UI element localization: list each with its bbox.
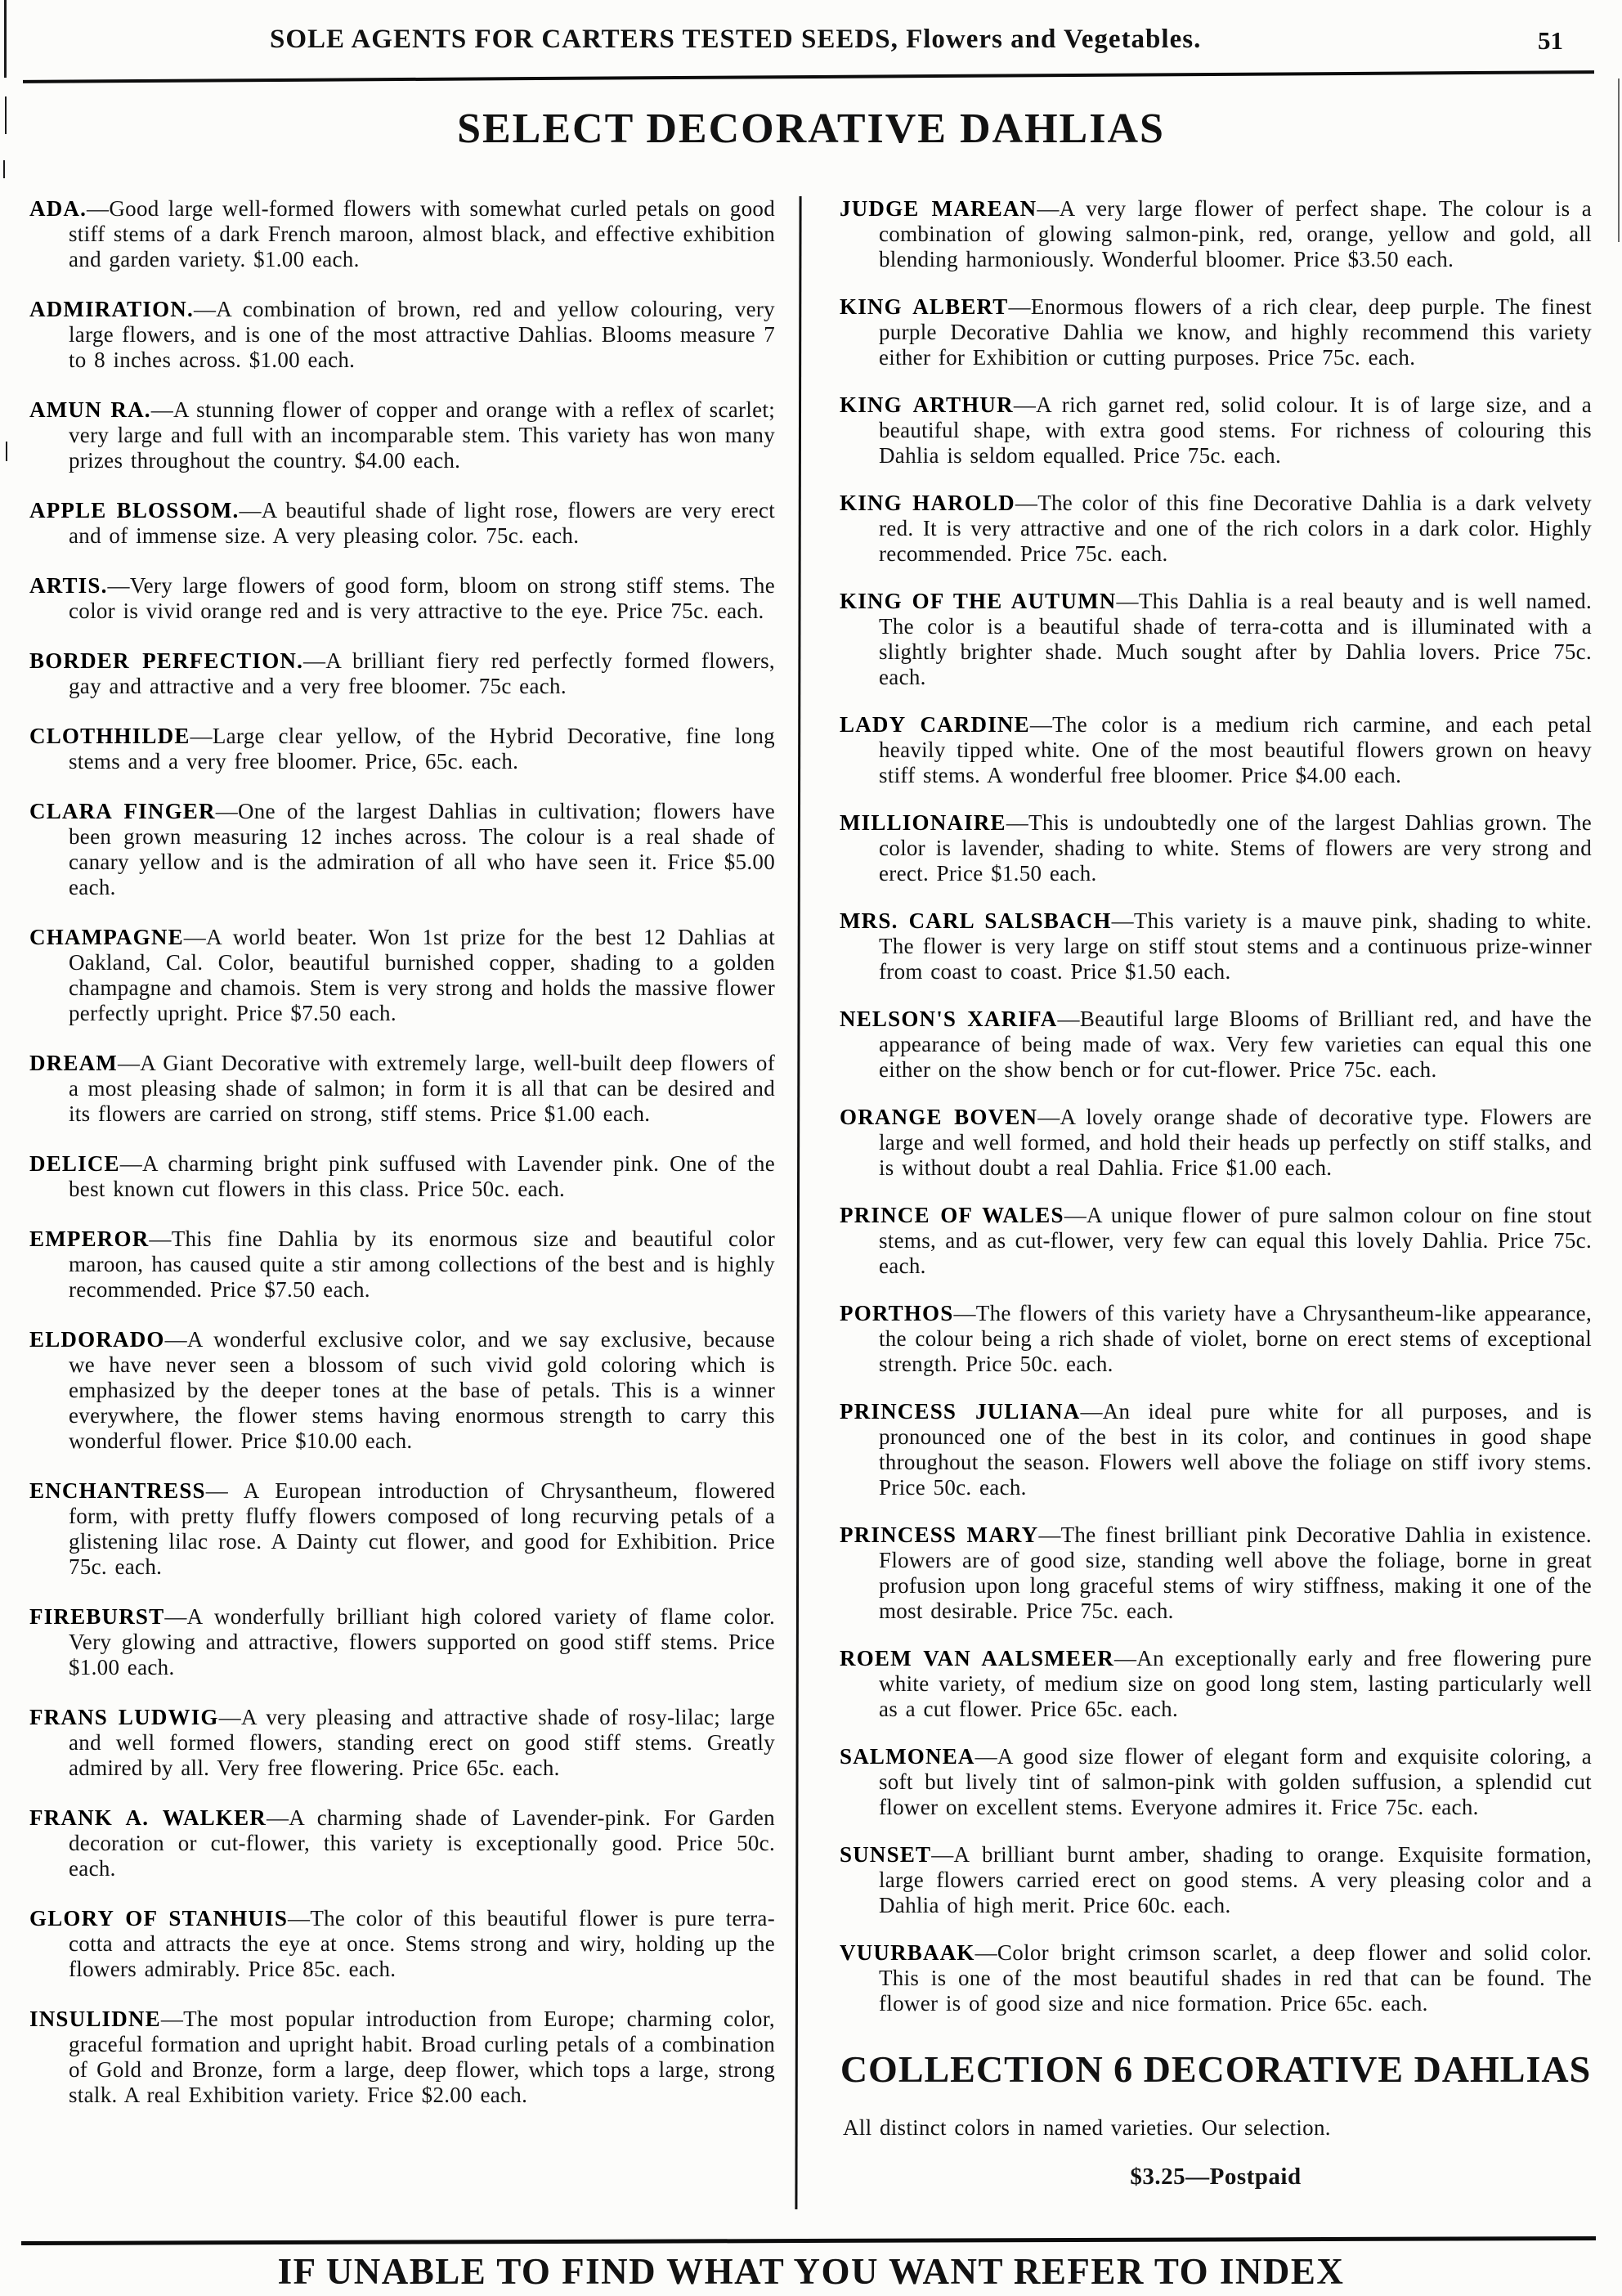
catalog-entry <box>840 1105 1592 1181</box>
left-column <box>29 196 775 2229</box>
variety-description: —This fine Dahlia by its enormous size and beautiful color maroon, has caused quite a stir among collections of the best and is highly recommended. Price $7.50 each. <box>69 1226 775 1302</box>
variety-name: ROEM VAN AALSMEER <box>840 1646 1114 1670</box>
variety-description: —This is undoubtedly one of the largest Dahlias grown. The color is lavender, shading to white. Stems of flowers are very strong and erect. Price $1.50 each. <box>879 810 1592 886</box>
variety-name: APPLE BLOSSOM. <box>29 498 240 522</box>
variety-description: —A wonderfully brilliant high colored variety of flame color. Very glowing and attractive, flowers supported on good stiff stems. Price $1.00 each. <box>69 1604 775 1679</box>
variety-name: ENCHANTRESS <box>29 1478 206 1503</box>
catalog-entry <box>29 397 775 473</box>
catalog-entry <box>29 1805 775 1881</box>
catalog-entry <box>840 1646 1592 1722</box>
footer-banner: IF UNABLE TO FIND WHAT YOU WANT REFER TO INDEX <box>277 2251 1345 2292</box>
catalog-entry <box>29 1604 775 1680</box>
variety-name: CHAMPAGNE <box>29 925 184 949</box>
catalog-entry <box>840 1940 1592 2016</box>
variety-description: —A lovely orange shade of decorative type. Flowers are large and well formed, and hold their heads up perfectly on stiff stalks, and is without doubt a real Dahlia. Frice $1.00 each. <box>879 1105 1592 1180</box>
variety-name: NELSON'S XARIFA <box>840 1007 1058 1031</box>
catalog-entry <box>840 196 1592 272</box>
catalog-entry <box>840 589 1592 690</box>
variety-description: —The flowers of this variety have a Chrysantheum-like appearance, the colour being a rich shade of violet, borne on erect stems of exceptional strength. Price 50c. each. <box>879 1301 1592 1376</box>
variety-description: —One of the largest Dahlias in cultivation; flowers have been grown measuring 12 inches across. The colour is a real shade of canary yellow and is the admiration of all who have seen it. Frice $5.00 each. <box>69 799 776 899</box>
catalog-entry <box>29 648 775 699</box>
variety-name: FRANS LUDWIG <box>29 1705 219 1729</box>
collection-offer <box>840 2047 1592 2191</box>
variety-description: —The color is a medium rich carmine, and each petal heavily tipped white. One of the most beautiful flowers grown on heavy stiff stems. A wonderful free bloomer. Price $4.00 each. <box>879 712 1592 787</box>
variety-name: PRINCESS JULIANA <box>840 1399 1081 1424</box>
catalog-entry <box>29 196 775 272</box>
variety-name: CLOTHHILDE <box>29 724 190 748</box>
variety-name: ADMIRATION. <box>29 297 194 321</box>
variety-description: — A European introduction of Chrysantheum, flowered form, with pretty fluffy flowers composed of long recurving petals of a glistening lilac rose. A Dainty cut flower, and good for Exhibition. Price 75c. each. <box>69 1478 775 1579</box>
variety-name: EMPEROR <box>29 1226 150 1251</box>
catalog-entry <box>840 1744 1592 1820</box>
catalog-entry <box>840 1522 1592 1624</box>
catalog-entry <box>29 1051 775 1127</box>
variety-description: —This variety is a mauve pink, shading to white. The flower is very large on stiff stout stems and a continuous prize-winner from coast to coast. Price $1.50 each. <box>879 908 1592 984</box>
variety-name: ADA. <box>29 196 87 221</box>
variety-name: FIREBURST <box>29 1604 165 1629</box>
variety-description: —A brilliant burnt amber, shading to orange. Exquisite formation, large flowers carried erect on good stems. A very pleasing color and a Dahlia of high merit. Price 60c. each. <box>879 1842 1592 1917</box>
catalog-entry <box>29 1705 775 1781</box>
catalog-entry <box>29 925 775 1026</box>
variety-name: KING ARTHUR <box>840 392 1014 417</box>
scan-edge-mark <box>1618 78 1620 242</box>
variety-description: —A unique flower of pure salmon colour on fine stout stems, and as cut-flower, very few can equal this lovely Dahlia. Price 75c. each. <box>879 1203 1592 1278</box>
variety-name: DREAM <box>29 1051 118 1075</box>
variety-description: —The color of this fine Decorative Dahlia is a dark velvety red. It is very attractive and one of the rich colors in a dark color. Highly recommended. Price 75c. each. <box>879 491 1593 566</box>
variety-description: —An exceptionally early and free flowering pure white variety, of medium size on good long stem, lasting particularly well as a cut flower. Price 65c. each. <box>879 1646 1592 1721</box>
variety-description: —A good size flower of elegant form and exquisite coloring, a soft but lively tint of salmon-pink with golden suffusion, a splendid cut flower on excellent stems. Everyone admires it. Frice 75c. each. <box>879 1744 1592 1819</box>
catalog-entry <box>840 1203 1592 1279</box>
catalog-entry <box>840 810 1592 886</box>
catalog-entry <box>29 1226 775 1303</box>
variety-description: —A combination of brown, red and yellow colouring, very large flowers, and is one of the most attractive Dahlias. Blooms measure 7 to 8 inches across. $1.00 each. <box>69 297 775 372</box>
catalog-entry <box>29 1906 775 1982</box>
catalog-entry <box>29 1327 775 1454</box>
variety-description: —An ideal pure white for all purposes, and is pronounced one of the best in its color, and continues in good shape throughout the season. Flowers well above the foliage on stiff ivory stems. Price 50c. each. <box>879 1399 1592 1500</box>
catalog-entry <box>840 908 1592 984</box>
running-header: SOLE AGENTS FOR CARTERS TESTED SEEDS, Flowers and Vegetables. <box>270 25 1202 54</box>
collection-subtitle: All distinct colors in named varieties. Our selection. <box>843 2115 1331 2140</box>
variety-name: GLORY OF STANHUIS <box>29 1906 289 1931</box>
variety-name: CLARA FINGER <box>29 799 216 823</box>
variety-description: —This Dahlia is a real beauty and is well named. The color is a beautiful shade of terra-cotta and is illuminated with a slightly brighter shade. Much sought after by Dahlia lovers. Price 75c. each. <box>879 589 1592 689</box>
variety-description: —A brilliant fiery red perfectly formed flowers, gay and attractive and a very free bloomer. 75c each. <box>69 648 775 698</box>
variety-name: SALMONEA <box>840 1744 975 1769</box>
variety-description: —A wonderful exclusive color, and we say exclusive, because we have never seen a blossom of such vivid gold coloring which is emphasized by the deeper tones at the base of petals. This is a winner everywhere, the flower stems having enormous strength to carry this wonderful flower. Price $10.00 each. <box>69 1327 775 1453</box>
catalog-entry <box>29 2007 775 2108</box>
variety-name: INSULIDNE <box>29 2007 161 2031</box>
variety-description: —A charming bright pink suffused with Lavender pink. One of the best known cut flowers in this class. Price 50c. each. <box>69 1151 775 1201</box>
scan-binding-mark <box>3 160 5 178</box>
catalog-entry <box>840 1842 1592 1918</box>
variety-name: PRINCE OF WALES <box>840 1203 1064 1227</box>
catalog-entry <box>29 297 775 373</box>
variety-description: —The color of this beautiful flower is pure terra-cotta and attracts the eye at once. Stems strong and wiry, holding up the flowers admirably. Price 85c. each. <box>69 1906 775 1981</box>
catalog-entry <box>29 1478 775 1580</box>
variety-name: BORDER PERFECTION. <box>29 648 304 673</box>
variety-description: —Color bright crimson scarlet, a deep flower and solid color. This is one of the most beautiful shades in red that can be found. The flower is of good size and nice formation. Price 65c. each. <box>879 1940 1592 2016</box>
variety-name: MRS. CARL SALSBACH <box>840 908 1112 933</box>
variety-description: —Good large well-formed flowers with somewhat curled petals on good stiff stems of a dark French maroon, almost black, and effective exhibition and garden variety. $1.00 each. <box>69 196 775 271</box>
catalog-entry <box>840 392 1592 469</box>
catalog-entry <box>840 491 1592 567</box>
variety-name: ELDORADO <box>29 1327 165 1352</box>
right-column-entries <box>840 196 1592 2016</box>
variety-name: FRANK A. WALKER <box>29 1805 267 1830</box>
variety-description: —The finest brilliant pink Decorative Dahlia in existence. Flowers are of good size, standing well above the foliage, borne in great profusion upon long graceful stems of wiry stiffness, making it one of the most desirable. Price 75c. each. <box>879 1522 1592 1623</box>
catalog-entry <box>840 1399 1592 1500</box>
variety-name: KING ALBERT <box>840 294 1009 319</box>
catalog-entry <box>840 1301 1592 1377</box>
page-number: 51 <box>1538 26 1563 55</box>
column-divider <box>795 196 801 2209</box>
variety-name: PORTHOS <box>840 1301 954 1325</box>
variety-description: —A Giant Decorative with extremely large, well-built deep flowers of a most pleasing shade of salmon; in form it is all that can be desired and its flowers are carried on strong, stiff stems. Price $1.00 each. <box>69 1051 775 1126</box>
variety-description: —A beautiful shade of light rose, flowers are very erect and of immense size. A very pleasing color. 75c. each. <box>69 498 775 548</box>
variety-name: MILLIONAIRE <box>840 810 1006 835</box>
footer-rule <box>21 2236 1596 2245</box>
variety-description: —A world beater. Won 1st prize for the best 12 Dahlias at Oakland, Cal. Color, beautiful burnished copper, shading to a golden champagne and chamois. Stem is very strong and holds the massive flower perfectly upright. Price $7.50 each. <box>69 925 775 1025</box>
variety-name: SUNSET <box>840 1842 932 1867</box>
variety-name: AMUN RA. <box>29 397 151 422</box>
variety-description: —A rich garnet red, solid colour. It is of large size, and a beautiful shape, with extra good stems. For richness of colouring this Dahlia is seldom equalled. Price 75c. each. <box>879 392 1592 468</box>
variety-name: JUDGE MAREAN <box>840 196 1037 221</box>
variety-description: —The most popular introduction from Europe; charming color, graceful formation and upright habit. Broad curling petals of a combination of Gold and Bronze, form a large, deep flower, which tops a large, strong stalk. A real Exhibition variety. Frice $2.00 each. <box>69 2007 775 2107</box>
variety-name: VUURBAAK <box>840 1940 975 1965</box>
header-rule <box>23 70 1594 83</box>
right-column <box>840 196 1592 2229</box>
variety-description: —A very large flower of perfect shape. The colour is a combination of glowing salmon-pink, red, orange, yellow and gold, all blending harmoniously. Wonderful bloomer. Price $3.50 each. <box>879 196 1592 271</box>
page-title: SELECT DECORATIVE DAHLIAS <box>457 105 1165 152</box>
catalog-entry <box>29 498 775 549</box>
catalog-entry <box>840 294 1592 370</box>
catalog-entry <box>29 799 775 900</box>
variety-description: —Enormous flowers of a rich clear, deep purple. The finest purple Decorative Dahlia we know, and highly recommend this variety either for Exhibition or cutting purposes. Price 75c. each. <box>879 294 1592 370</box>
variety-name: LADY CARDINE <box>840 712 1030 737</box>
catalog-entry <box>29 1151 775 1202</box>
variety-description: —A stunning flower of copper and orange with a reflex of scarlet; very large and full with an incomparable stem. This variety has won many prizes throughout the country. $4.00 each. <box>69 397 776 473</box>
collection-heading: COLLECTION 6 DECORATIVE DAHLIAS <box>840 2048 1592 2090</box>
variety-name: KING HAROLD <box>840 491 1015 515</box>
variety-description: —A charming shade of Lavender-pink. For Garden decoration or cut-flower, this variety is exceptionally good. Price 50c. each. <box>69 1805 775 1881</box>
scan-binding-mark <box>6 442 7 461</box>
variety-description: —Very large flowers of good form, bloom on strong stiff stems. The color is vivid orange red and is very attractive to the eye. Price 75c. each. <box>69 573 775 623</box>
catalog-entry <box>840 1007 1592 1083</box>
variety-description: —A very pleasing and attractive shade of rosy-lilac; large and well formed flowers, standing erect on good stiff stems. Greatly admired by all. Very free flowering. Price 65c. each. <box>69 1705 776 1780</box>
catalog-entry <box>840 712 1592 788</box>
variety-name: KING OF THE AUTUMN <box>840 589 1117 613</box>
collection-price: $3.25—Postpaid <box>1130 2164 1302 2190</box>
variety-name: PRINCESS MARY <box>840 1522 1039 1547</box>
variety-name: DELICE <box>29 1151 120 1176</box>
catalog-entry <box>29 724 775 774</box>
scan-binding-mark <box>4 0 7 78</box>
variety-description: —Large clear yellow, of the Hybrid Decorative, fine long stems and a very free bloomer. Price, 65c. each. <box>69 724 775 774</box>
catalog-entry <box>29 573 775 624</box>
variety-description: —Beautiful large Blooms of Brilliant red, and have the appearance of being made of wax. Very few varieties can equal this one either on the show bench or for cut-flower. Price 75c. each. <box>879 1007 1593 1082</box>
variety-name: ARTIS. <box>29 573 108 598</box>
variety-name: ORANGE BOVEN <box>840 1105 1038 1129</box>
catalog-columns <box>29 196 1596 2229</box>
